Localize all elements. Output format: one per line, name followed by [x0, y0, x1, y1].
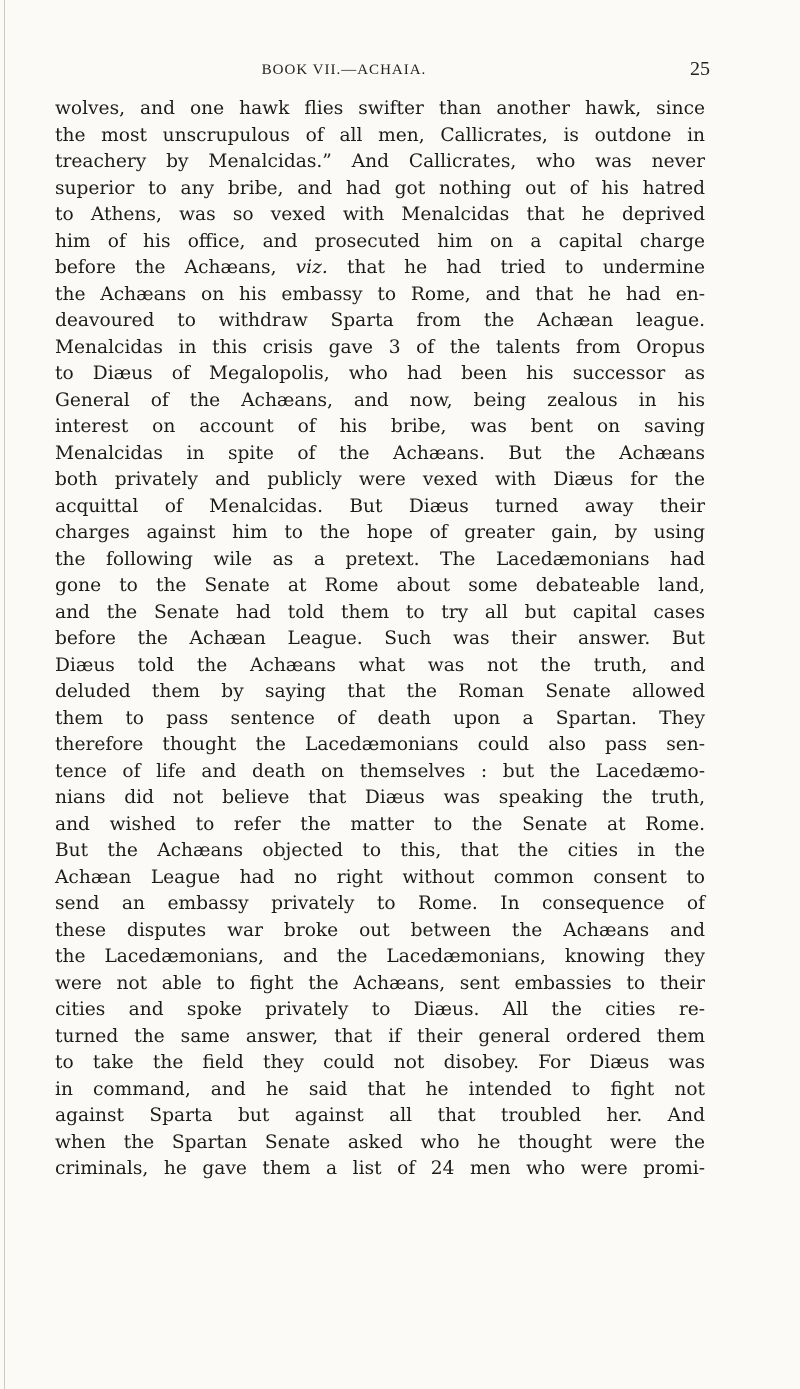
text-line: them to pass sentence of death upon a Spartan. They: [55, 707, 705, 729]
text-line: deavoured to withdraw Sparta from the Achæan league.: [55, 310, 705, 331]
text-line: superior to any bribe, and had got nothing out of his hatred: [55, 177, 705, 199]
text-line: and the Senate had told them to try all but capital cases: [55, 601, 705, 623]
text-line: Achæan League had no right without common consent to: [55, 866, 705, 888]
text-line: to Diæus of Megalopolis, who had been his successor as: [55, 363, 705, 384]
text-line: wolves, and one hawk flies swifter than another hawk, since: [55, 98, 705, 119]
text-line: acquittal of Menalcidas. But Diæus turned away their: [55, 495, 705, 517]
text-line: the following wile as a pretext. The Lacedæmonians had: [55, 548, 705, 570]
text-line: treachery by Menalcidas.” And Callicrates, who was never: [55, 151, 705, 172]
text-line: in command, and he said that he intended to fight not: [55, 1078, 705, 1100]
text-line: Menalcidas in spite of the Achæans. But the Achæans: [55, 442, 705, 464]
text-line: gone to the Senate at Rome about some debateable land,: [55, 575, 705, 596]
text-line: But the Achæans objected to this, that the cities in the: [55, 840, 705, 861]
text-line: therefore thought the Lacedæmonians could also pass sen-: [55, 734, 705, 755]
text-line: the most unscrupulous of all men, Callicrates, is outdone in: [55, 124, 705, 146]
text-line: cities and spoke privately to Diæus. All the cities re-: [55, 999, 705, 1020]
italic-abbrev: viz.: [295, 257, 328, 278]
text-line: the Lacedæmonians, and the Lacedæmonians, knowing they: [55, 946, 705, 967]
text-line: criminals, he gave them a list of 24 men who were promi-: [55, 1158, 705, 1179]
text-line: before the Achæans, viz. that he had tried to undermine: [55, 257, 705, 278]
text-line: send an embassy privately to Rome. In consequence of: [55, 893, 705, 914]
page-edge-rule: [4, 0, 5, 1389]
text-line: Menalcidas in this crisis gave 3 of the talents from Oropus: [55, 336, 705, 358]
text-line: were not able to fight the Achæans, sent embassies to their: [55, 972, 705, 994]
text-line: Diæus told the Achæans what was not the truth, and: [55, 654, 705, 676]
text-line: against Sparta but against all that troubled her. And: [55, 1105, 705, 1126]
text-line: these disputes war broke out between the Achæans and: [55, 919, 705, 941]
text-line: interest on account of his bribe, was bent on saving: [55, 416, 705, 437]
page-number: 25: [690, 58, 710, 80]
text-line: deluded them by saying that the Roman Senate allowed: [55, 681, 705, 702]
text-line: both privately and publicly were vexed with Diæus for the: [55, 469, 705, 490]
text-line: to Athens, was so vexed with Menalcidas that he deprived: [55, 204, 705, 225]
text-line: tence of life and death on themselves : but the Lacedæmo-: [55, 760, 705, 782]
text-line: General of the Achæans, and now, being zealous in his: [55, 389, 705, 411]
text-line: to take the field they could not disobey. For Diæus was: [55, 1052, 705, 1073]
running-head: BOOK VII.—ACHAIA.: [261, 62, 427, 78]
text-line: the Achæans on his embassy to Rome, and that he had en-: [55, 283, 705, 305]
body-text: [55, 96, 705, 1183]
text-line: him of his office, and prosecuted him on a capital charge: [55, 230, 705, 252]
text-line: charges against him to the hope of greater gain, by using: [55, 522, 705, 543]
text-line: and wished to refer the matter to the Senate at Rome.: [55, 813, 705, 835]
text-line: turned the same answer, that if their general ordered them: [55, 1025, 705, 1047]
text-line: when the Spartan Senate asked who he thought were the: [55, 1131, 705, 1153]
text-line: before the Achæan League. Such was their answer. But: [55, 628, 705, 649]
text-line: nians did not believe that Diæus was speaking the truth,: [55, 787, 705, 808]
